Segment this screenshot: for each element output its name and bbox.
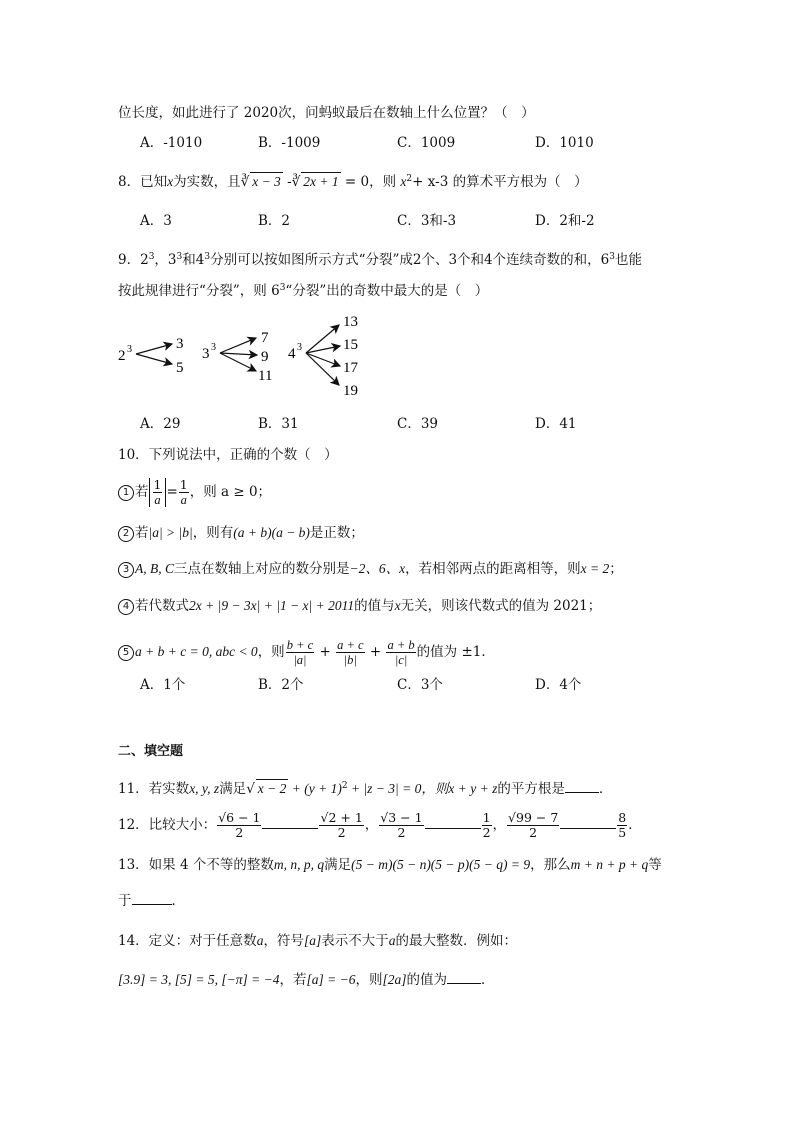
q12-f1-num: √6 − 1 (218, 810, 261, 825)
q7-stem-tail: 位长度，如此进行了 2020次，问蚂蚁最后在数轴上什么位置？（ ） (118, 105, 535, 121)
s1-fraction (153, 478, 163, 507)
q13-stem-line2 (118, 892, 185, 910)
q10-option-b: B．2个 (258, 677, 304, 693)
q14-text: 的值为 (406, 972, 447, 988)
q14-end: ． (480, 972, 495, 988)
circled-number: 4 (118, 599, 134, 615)
q12-f2-num: √2 + 1 (320, 810, 363, 825)
g3-item-2: 15 (343, 337, 358, 353)
s5-f1-num: b + c (286, 638, 314, 652)
q13-expr: m + n + p + q (570, 857, 649, 872)
s4-var: x (394, 598, 401, 613)
q8-expr-tail: + x-3 的算术平方根为（ ） (412, 174, 588, 190)
s5-f2-num: a + c (337, 638, 364, 652)
q14-stem-line2 (118, 971, 494, 989)
arrow-icon (136, 344, 172, 354)
q12-f1-den: 2 (217, 825, 261, 840)
q11-vars: x, y, z (189, 781, 220, 796)
superscript: 3 (279, 283, 286, 293)
q12-f5-den: 2 (507, 825, 559, 840)
g1-base: 2 (118, 348, 126, 364)
q8-equals: = 0，则 (340, 174, 401, 190)
q10-statement-1 (118, 478, 271, 507)
q11-expr: x + y + z (448, 781, 498, 796)
g1-item-1: 3 (176, 336, 184, 352)
q13-text: 13．如果 4 个不等的整数 (118, 857, 274, 873)
q11-end: ． (598, 781, 613, 797)
q14-query: [2a] (382, 972, 407, 987)
q9-text: 按此规律进行“分裂”，则 6 (118, 283, 280, 299)
g3-item-4: 19 (343, 383, 358, 399)
g2-base: 3 (202, 346, 210, 362)
q13-text: 于 (118, 893, 132, 909)
s5-fraction-3 (386, 638, 415, 667)
circled-number: 3 (118, 562, 134, 578)
q14-text: 的最大整数．例如： (395, 933, 517, 949)
q14-var: a (256, 933, 264, 948)
s1-rfraction (179, 478, 189, 507)
s5-text: 的值为 ±1． (416, 644, 495, 660)
s5-cond: a + b + c = 0, abc < 0 (135, 644, 258, 659)
q14-text: ，符号 (263, 933, 304, 949)
q10-statement-3 (118, 560, 623, 578)
q9-text: 分别可以按如图所示方式“分裂”成2个、3个和4个连续奇数的和，6 (210, 252, 610, 268)
q8-var: x (167, 174, 174, 189)
q10-stem: 10．下列说法中，正确的个数（ ） (118, 447, 338, 463)
q10-option-c: C．3个 (397, 677, 443, 693)
superscript: 3 (148, 252, 155, 262)
section-heading: 二、填空题 (118, 744, 184, 759)
s1-den: a (154, 493, 161, 507)
q10-option-d: D．4个 (535, 677, 582, 693)
q9-text: “分裂”出的奇数中最大的是（ ） (285, 283, 489, 299)
circled-number: 1 (118, 485, 134, 501)
q9-stem-line2 (118, 279, 488, 300)
q12-f5-num: √99 − 7 (508, 810, 559, 825)
q10-statement-4 (118, 597, 601, 615)
q7-option-c: C．1009 (397, 135, 456, 151)
q13-text: ，那么 (530, 857, 571, 873)
s4-text: 无关，则该代数式的值为 2021； (400, 598, 602, 614)
s2-text: 是正数； (309, 525, 364, 541)
s1-rnum: 1 (179, 477, 188, 492)
s2-cond: |a| > |b| (148, 525, 193, 540)
q12-text: 12．比较大小： (118, 817, 217, 833)
superscript: 3 (176, 252, 183, 262)
s3-values: −2、6、x (349, 561, 406, 576)
q14-stem-line1 (118, 932, 517, 950)
answer-blank (425, 816, 481, 829)
answer-blank (262, 816, 318, 829)
q8-minus: - (282, 174, 292, 190)
arrow-icon (306, 353, 339, 385)
sqrt-symbol: √ (246, 781, 255, 797)
s3-result: x = 2 (580, 561, 610, 576)
superscript: 3 (609, 252, 615, 262)
q9-text: 也能 (614, 252, 642, 268)
circled-number: 2 (118, 526, 134, 542)
q11-text: 的平方根是 (497, 781, 565, 797)
arrow-icon (136, 354, 172, 364)
q8-option-a: A．3 (140, 213, 172, 229)
q11-text: 11．若实数 (118, 781, 190, 797)
q12-fraction-2 (319, 811, 363, 840)
s2-expr: (a + b)(a − b) (233, 525, 310, 540)
q12-f4-den: 2 (482, 825, 491, 840)
q13-end: ． (171, 893, 185, 909)
arrow-icon (306, 353, 340, 366)
q8-option-c: C．3和-3 (397, 213, 457, 229)
s2-text: 若 (135, 525, 149, 541)
q14-symbol: [a] (303, 933, 322, 948)
q7-option-b: B．-1009 (258, 135, 321, 151)
arrow-icon (220, 338, 256, 353)
q14-examples: [3.9] = 3, [5] = 5, [−π] = −4 (118, 972, 280, 987)
q12-f3-den: 2 (379, 825, 423, 840)
arrow-icon (306, 346, 340, 353)
arrow-icon (220, 353, 256, 371)
s4-expr: 2x + |9 − 3x| + |1 − x| + 2011 (189, 598, 355, 613)
s1-eq: = (166, 484, 178, 500)
q8-expr-base: x (400, 174, 407, 189)
g1-item-2: 5 (176, 360, 184, 376)
q8-text: 为实数，且 (173, 174, 241, 190)
q9-text: 和4 (182, 252, 205, 268)
s5-f3-num: a + b (387, 638, 415, 652)
q11-term: + (y + 1) (288, 781, 342, 796)
g1-exp: 3 (127, 344, 132, 355)
cube-root-symbol: ∛ (240, 174, 250, 190)
s3-text: 三点在数轴上对应的数分别是 (174, 561, 350, 577)
q8-stem (118, 170, 588, 191)
q14-condition: [a] = −6 (306, 972, 356, 987)
q8-number: 8．已知 (118, 174, 168, 190)
q13-stem-line1 (118, 856, 662, 874)
q8-expr-exp: 2 (406, 174, 413, 184)
answer-blank (565, 780, 599, 793)
s2-text: ，则有 (192, 525, 234, 541)
s3-points: A, B, C (135, 561, 174, 576)
q12-fraction-6 (617, 811, 627, 840)
g3-exp: 3 (297, 342, 302, 353)
q12-end: ． (628, 817, 642, 833)
q7-option-a: A．-1010 (140, 135, 203, 151)
q14-var: a (388, 933, 396, 948)
g3-base: 4 (288, 346, 296, 362)
arrow-icon (306, 325, 339, 353)
s5-f2-den: |b| (336, 652, 364, 667)
q13-text: 等 (648, 857, 662, 873)
q9-option-c: C．39 (397, 416, 439, 432)
q9-stem-line1 (118, 248, 642, 269)
q12-f2-den: 2 (319, 825, 363, 840)
q8-option-d: D．2和-2 (535, 213, 595, 229)
s1-text: 若 (135, 484, 149, 500)
q8-option-b: B．2 (258, 213, 291, 229)
q14-text: ，则 (355, 972, 383, 988)
g3-item-3: 17 (343, 360, 358, 376)
s1-num: 1 (153, 477, 162, 492)
s4-text: 若代数式 (135, 598, 189, 614)
q14-text: ，若 (279, 972, 307, 988)
s4-text: 的值与 (354, 598, 395, 614)
q12-fraction-4 (482, 811, 492, 840)
g2-item-3: 11 (258, 368, 273, 384)
q12-fraction-5 (507, 811, 559, 840)
q12-f6-num: 8 (618, 810, 627, 825)
g2-item-2: 9 (261, 349, 269, 365)
s5-fraction-1 (286, 638, 314, 667)
q12-f3-num: √3 − 1 (380, 810, 423, 825)
g3-item-1: 13 (343, 314, 358, 330)
s3-text: ； (609, 561, 623, 577)
q9-text: 9．2 (118, 252, 149, 268)
superscript: 3 (204, 252, 211, 262)
q13-equation: (5 − m)(5 − n)(5 − p)(5 − q) = 9 (351, 857, 531, 872)
q8-radicand-1: x − 3 (252, 174, 281, 189)
arrow-icon (220, 353, 257, 355)
s5-f1-den: |a| (286, 652, 314, 667)
q14-text: 表示不大于 (321, 933, 389, 949)
q10-statement-5: 5 a + b + c = 0, abc < 0，则 $\frac{b + c}{|a|}$ + $\frac{a + c}{|b|}$ + $\frac{a + b}{|c|}$ 的值为 ±1． (118, 638, 495, 667)
s3-text: ，若相邻两点的距离相等，则 (405, 561, 581, 577)
cube-root-symbol: ∛ (291, 174, 301, 190)
q9-text: ，3 (154, 252, 177, 268)
s1-rden: a (180, 493, 187, 507)
circled-number: 5 (118, 645, 134, 661)
q9-split-diagram (110, 308, 380, 404)
q11-exp: 2 (341, 781, 348, 791)
q9-option-b: B．31 (258, 416, 299, 432)
s5-text: ，则 (257, 644, 285, 660)
answer-blank (132, 892, 172, 905)
q12-comma: ， (364, 817, 379, 833)
q12-stem (118, 811, 642, 840)
q11-term: + |z − 3| = 0，则 (347, 781, 449, 796)
q13-text: 满足 (324, 857, 352, 873)
q12-fraction-1 (217, 811, 261, 840)
q8-radicand-2: 2x + 1 (303, 174, 339, 189)
s1-tail: ，则 a ≥ 0； (189, 484, 272, 500)
q14-text: 14．定义：对于任意数 (118, 933, 257, 949)
q11-radicand: x − 2 (257, 781, 287, 796)
q9-option-d: D．41 (535, 416, 577, 432)
q12-f4-num: 1 (482, 810, 491, 825)
q10-option-a: A．1个 (140, 677, 186, 693)
q11-stem (118, 777, 612, 798)
s5-f3-den: |c| (386, 652, 415, 667)
q12-fraction-3 (379, 811, 423, 840)
q7-option-d: D．1010 (535, 135, 594, 151)
q12-comma: ， (492, 817, 507, 833)
g2-item-1: 7 (261, 330, 269, 346)
g2-exp: 3 (211, 342, 216, 353)
q10-statement-2 (118, 524, 364, 542)
q12-f6-den: 5 (618, 825, 627, 840)
q13-vars: m, n, p, q (273, 857, 325, 872)
answer-blank (560, 816, 616, 829)
q11-text: 满足 (219, 781, 247, 797)
s5-fraction-2 (336, 638, 364, 667)
q9-option-a: A．29 (140, 416, 181, 432)
answer-blank (447, 971, 481, 984)
